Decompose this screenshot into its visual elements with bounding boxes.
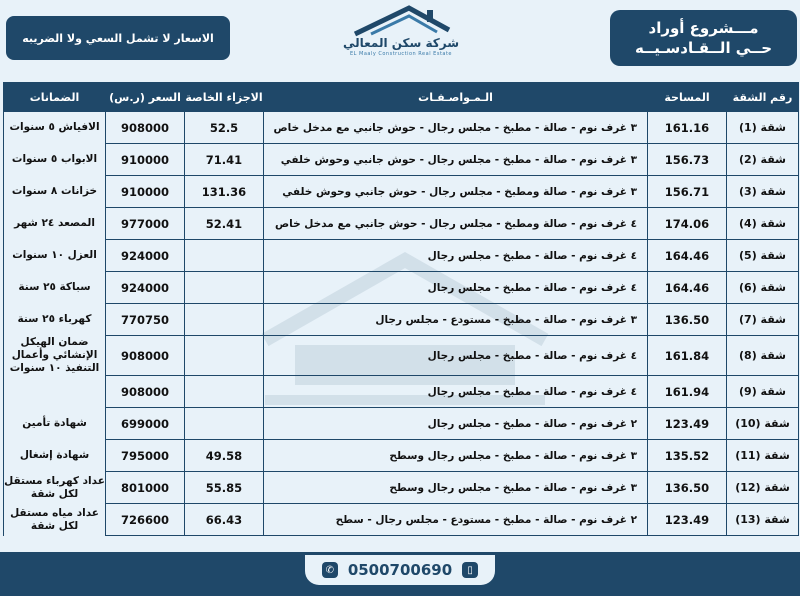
area-cell: 156.73 [648,144,727,176]
price-cell: 908000 [106,336,185,376]
price-cell: 908000 [106,112,185,144]
unit-cell: شقة (3) [727,176,799,208]
area-cell: 161.16 [648,112,727,144]
private-parts-cell: 55.85 [185,472,264,504]
price-cell: 977000 [106,208,185,240]
price-cell: 924000 [106,240,185,272]
area-cell: 164.46 [648,272,727,304]
unit-cell: شقة (10) [727,408,799,440]
guarantee-cell: ضمان الهيكل الإنشائي وأعمال التنفيذ ١٠ سنوات [4,336,106,376]
area-cell: 174.06 [648,208,727,240]
price-cell: 801000 [106,472,185,504]
unit-cell: شقة (6) [727,272,799,304]
private-parts-cell [185,240,264,272]
guarantee-cell: عداد كهرباء مستقل لكل شقة [4,472,106,504]
price-cell: 699000 [106,408,185,440]
header-unit: رقم الشقة [727,83,799,112]
price-cell: 910000 [106,176,185,208]
spec-cell: ٤ غرف نوم - صالة - مطبخ - مجلس رجال [264,240,648,272]
unit-cell: شقة (2) [727,144,799,176]
unit-cell: شقة (8) [727,336,799,376]
private-parts-cell: 52.41 [185,208,264,240]
guarantee-cell: سباكة ٢٥ سنة [4,272,106,304]
whatsapp-icon: ✆ [322,562,338,578]
table-row [4,440,799,472]
table-row [4,376,799,408]
unit-cell: شقة (7) [727,304,799,336]
private-parts-cell [185,376,264,408]
header-price: السعر (ر.س) [106,83,185,112]
table-row [4,504,799,536]
spec-cell: ٣ غرف نوم - صالة - مطبخ - مجلس رجال - حوش جانبي مع مدخل خاص [264,112,648,144]
spec-cell: ٤ غرف نوم - صالة ومطبخ - مجلس رجال - حوش جانبي مع مدخل خاص [264,208,648,240]
apartments-table [3,82,799,536]
guarantee-cell: شهادة إشغال [4,440,106,472]
private-parts-cell [185,408,264,440]
private-parts-cell: 131.36 [185,176,264,208]
private-parts-cell: 66.43 [185,504,264,536]
table-row [4,176,799,208]
spec-cell: ٢ غرف نوم - صالة - مطبخ - مجلس رجال [264,408,648,440]
unit-cell: شقة (4) [727,208,799,240]
table-row [4,408,799,440]
unit-cell: شقة (1) [727,112,799,144]
mobile-phone-icon: ▯ [462,562,478,578]
spec-cell: ٣ غرف نوم - صالة - مطبخ - مجلس رجال وسطح [264,472,648,504]
header-guarantees: الضمانات [4,83,106,112]
project-banner [610,10,797,66]
guarantee-cell: شهادة تأمين [4,408,106,440]
contact-bar [305,555,495,585]
price-note: الاسعار لا تشمل السعي ولا الضريبه [22,31,214,45]
unit-cell: شقة (5) [727,240,799,272]
area-cell: 156.71 [648,176,727,208]
price-cell: 726600 [106,504,185,536]
guarantee-cell: عداد مياه مستقل لكل شقة [4,504,106,536]
table-row [4,272,799,304]
roof-icon [341,4,461,38]
private-parts-cell [185,304,264,336]
unit-cell: شقة (13) [727,504,799,536]
spec-cell: ٢ غرف نوم - صالة - مطبخ - مستودع - مجلس رجال - سطح [264,504,648,536]
area-cell: 123.49 [648,504,727,536]
unit-cell: شقة (12) [727,472,799,504]
table-row [4,336,799,376]
guarantee-cell: خزانات ٨ سنوات [4,176,106,208]
project-title: مـــشروع أوراد [648,19,759,37]
area-cell: 164.46 [648,240,727,272]
private-parts-cell: 71.41 [185,144,264,176]
private-parts-cell [185,272,264,304]
header-area: المساحة [648,83,727,112]
company-logo [338,4,464,68]
spec-cell: ٣ غرف نوم - صالة - مطبخ - مجلس رجال وسطح [264,440,648,472]
guarantee-cell: الافياش ٥ سنوات [4,112,106,144]
table-row [4,240,799,272]
table-row [4,472,799,504]
price-cell: 908000 [106,376,185,408]
private-parts-cell [185,336,264,376]
company-subtitle: EL Maaly Construction Real Estate [349,51,453,57]
spec-cell: ٤ غرف نوم - صالة - مطبخ - مجلس رجال [264,376,648,408]
table-row [4,208,799,240]
table-row [4,144,799,176]
price-cell: 770750 [106,304,185,336]
unit-cell: شقة (9) [727,376,799,408]
price-note-banner [6,16,230,60]
unit-cell: شقة (11) [727,440,799,472]
spec-cell: ٤ غرف نوم - صالة - مطبخ - مجلس رجال [264,336,648,376]
spec-cell: ٣ غرف نوم - صالة - مطبخ - مستودع - مجلس رجال [264,304,648,336]
area-cell: 135.52 [648,440,727,472]
company-name: شركة سكن المعالي [342,36,460,50]
spec-cell: ٣ غرف نوم - صالة - مطبخ - مجلس رجال - حوش جانبي وحوش خلفي [264,144,648,176]
area-cell: 136.50 [648,472,727,504]
private-parts-cell: 49.58 [185,440,264,472]
price-cell: 924000 [106,272,185,304]
guarantee-cell: المصعد ٢٤ شهر [4,208,106,240]
spec-cell: ٤ غرف نوم - صالة - مطبخ - مجلس رجال [264,272,648,304]
area-cell: 136.50 [648,304,727,336]
table-row [4,304,799,336]
table-row [4,112,799,144]
spec-cell: ٣ غرف نوم - صالة ومطبخ - مجلس رجال - حوش جانبي وحوش خلفي [264,176,648,208]
guarantee-cell: كهرباء ٢٥ سنة [4,304,106,336]
header-private-parts: الاجزاء الخاصة [185,83,264,112]
header-specs: الـمـواصـفـات [264,83,648,112]
price-cell: 795000 [106,440,185,472]
guarantee-cell [4,376,106,408]
area-cell: 161.84 [648,336,727,376]
private-parts-cell: 52.5 [185,112,264,144]
table-header-row [4,83,799,112]
price-cell: 910000 [106,144,185,176]
project-district: حــي الــقـادسـيــه [634,39,773,57]
phone-number[interactable]: 0500700690 [347,561,453,579]
guarantee-cell: العزل ١٠ سنوات [4,240,106,272]
area-cell: 161.94 [648,376,727,408]
area-cell: 123.49 [648,408,727,440]
guarantee-cell: الابواب ٥ سنوات [4,144,106,176]
